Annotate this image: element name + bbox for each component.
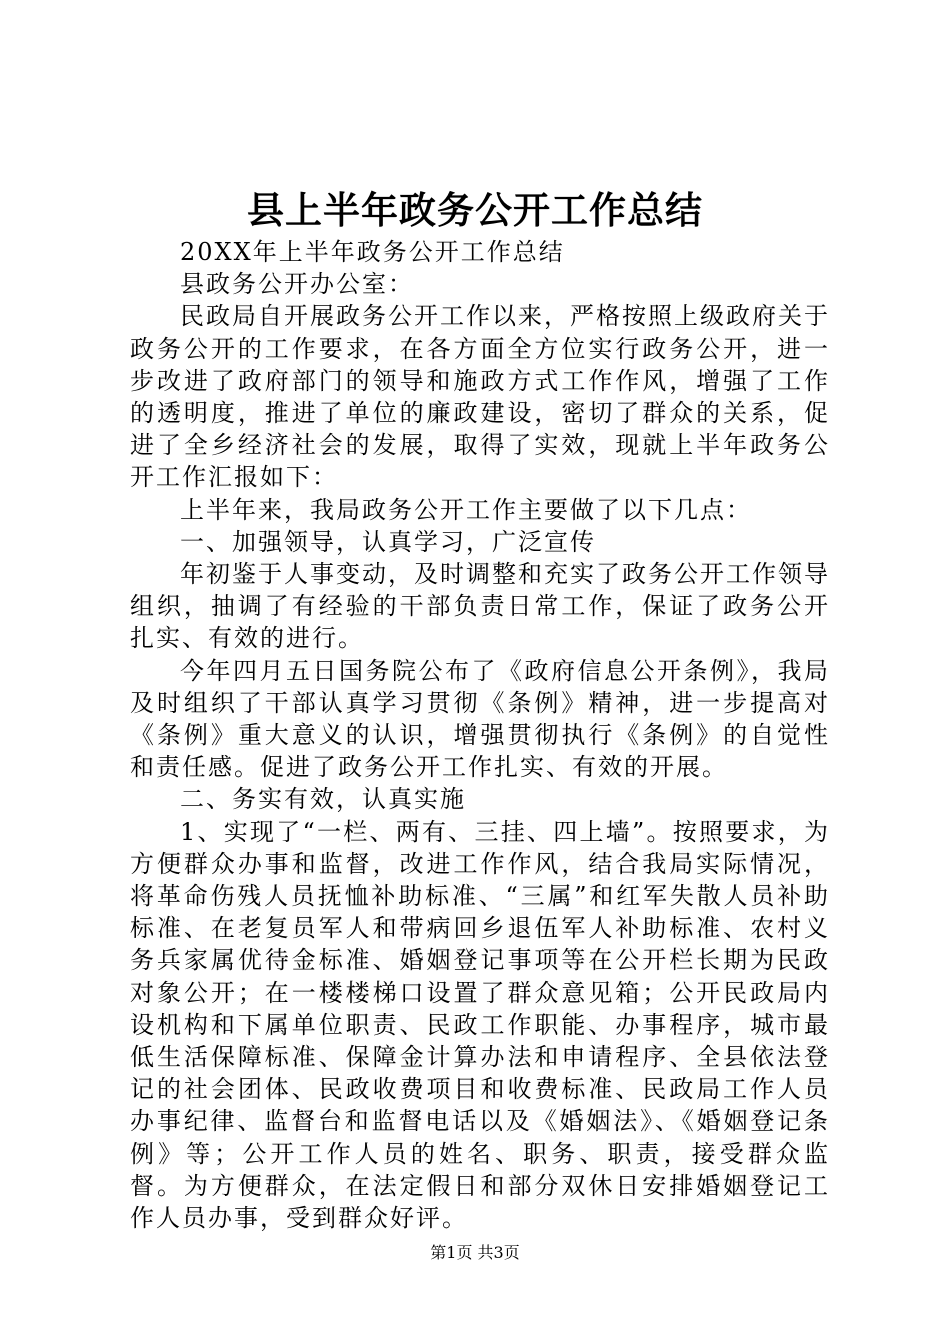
subtitle-paragraph: 20XX年上半年政务公开工作总结	[180, 238, 565, 266]
intro-paragraph: 民政局自开展政务公开工作以来，严格按照上级政府关于政务公开的工作要求，在各方面全方位实行政务公开，进一步改进了政府部门的领导和施政方式工作作风，增强了工作的透明度，推进了单位的廉政建设，密切了群众的关系，促进了全乡经济社会的发展，取得了实效，现就上半年政务公开工作汇报如下：	[130, 302, 830, 492]
summary-lead-paragraph: 上半年来，我局政务公开工作主要做了以下几点：	[180, 495, 752, 524]
document-body	[130, 236, 830, 1234]
body-paragraph: 今年四月五日国务院公布了《政府信息公开条例》，我局及时组织了干部认真学习贯彻《条例》精神，进一步提高对《条例》重大意义的认识，增强贯彻执行《条例》的自觉性和责任感。促进了政务公开工作扎实、有效的开展。	[130, 656, 830, 782]
section-heading-2: 二、务实有效，认真实施	[180, 785, 466, 814]
body-paragraph: 1、实现了“一栏、两有、三挂、四上墙”。按照要求，为方便群众办事和监督，改进工作作风，结合我局实际情况，将革命伤残人员抚恤补助标准、“三属”和红军失散人员补助标准、在老复员军人和带病回乡退伍军人补助标准、农村义务兵家属优待金标准、婚姻登记事项等在公开栏长期为民政对象公开；在一楼楼梯口设置了群众意见箱；公开民政局内设机构和下属单位职责、民政工作职能、办事程序，城市最低生活保障标准、保障金计算办法和申请程序、全县依法登记的社会团体、民政收费项目和收费标准、民政局工作人员办事纪律、监督台和监督电话以及《婚姻法》、《婚姻登记条例》等；公开工作人员的姓名、职务、职责，接受群众监督。为方便群众，在法定假日和部分双休日安排婚姻登记工作人员办事，受到群众好评。	[130, 817, 830, 1233]
section-heading-1: 一、加强领导，认真学习，广泛宣传	[180, 527, 596, 556]
page-number-footer: 第1页 共3页	[430, 1243, 520, 1262]
body-paragraph: 年初鉴于人事变动，及时调整和充实了政务公开工作领导组织，抽调了有经验的干部负责日常工作，保证了政务公开扎实、有效的进行。	[130, 560, 830, 653]
addressee-paragraph: 县政务公开办公室：	[180, 270, 414, 299]
document-title: 县上半年政务公开工作总结	[247, 188, 703, 232]
